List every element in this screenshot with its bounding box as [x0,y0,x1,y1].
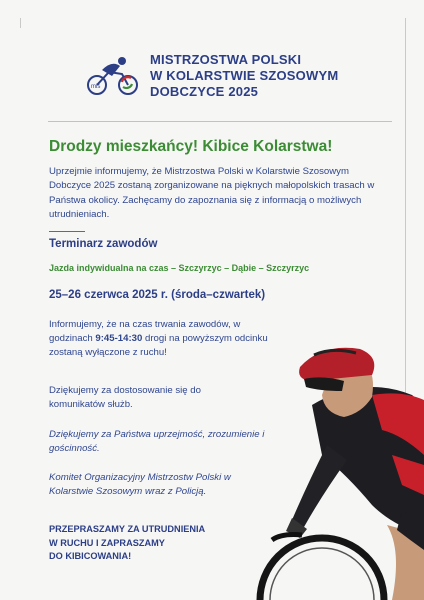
closure-hours: 9:45-14:30 [95,333,143,344]
thanks-paragraph: Dziękujemy za dostosowanie się do komunikatów służb. [49,385,201,410]
schedule-heading: Terminarz zawodów [49,238,158,250]
closing-message [49,523,205,564]
cyclist-logo [82,52,146,98]
scan-edge-top [20,18,21,28]
notice-text-before: Informujemy, że na czas trwania zawodów, w godzinach [49,319,241,344]
cyclist-photo [252,335,424,600]
committee-signature: Komitet Organizacyjny Mistrzostw Polski w Kolarstwie Szosowym wraz z Policją. [49,472,231,497]
closing-line-2: W RUCHU I ZAPRASZAMY [49,537,165,548]
closing-line-3: DO KIBICOWANIA! [49,551,132,561]
section-accent-rule [49,231,85,232]
race-date: 25–26 czerwca 2025 r. (środa–czwartek) [49,289,266,301]
road-closure-notice [49,318,279,360]
intro-paragraph: Uprzejmie informujemy, że Mistrzostwa Polski w Kolarstwie Szosowym Dobczyce 2025 zostaną zorganizowane na pięknych małopolskich trasach w Państwa okolicy. Zachęcamy do zapoznania się z informacją o możliwych utrudnieniach. [49,166,375,221]
notice-text-after: drogi na powyższym odcinku zostaną wyłączone z ruchu! [49,333,268,358]
greeting-heading: Drodzy mieszkańcy! Kibice Kolarstwa! [49,138,333,155]
event-title [150,52,338,100]
race-route: Jazda indywidualna na czas – Szczyrzyc – Dąbie – Szczyrzyc [49,263,310,273]
title-line-1: MISTRZOSTWA POLSKI [150,52,302,67]
closing-line-1: PRZEPRASZAMY ZA UTRUDNIENIA [49,524,206,534]
thanks-italic-paragraph: Dziękujemy za Państwa uprzejmość, zrozumienie i gościnność. [49,429,265,454]
logo-text: mis [91,84,101,90]
title-line-2: W KOLARSTWIE SZOSOWYM [150,68,339,83]
title-line-3: DOBCZYCE 2025 [150,84,259,99]
header-divider [48,121,392,122]
